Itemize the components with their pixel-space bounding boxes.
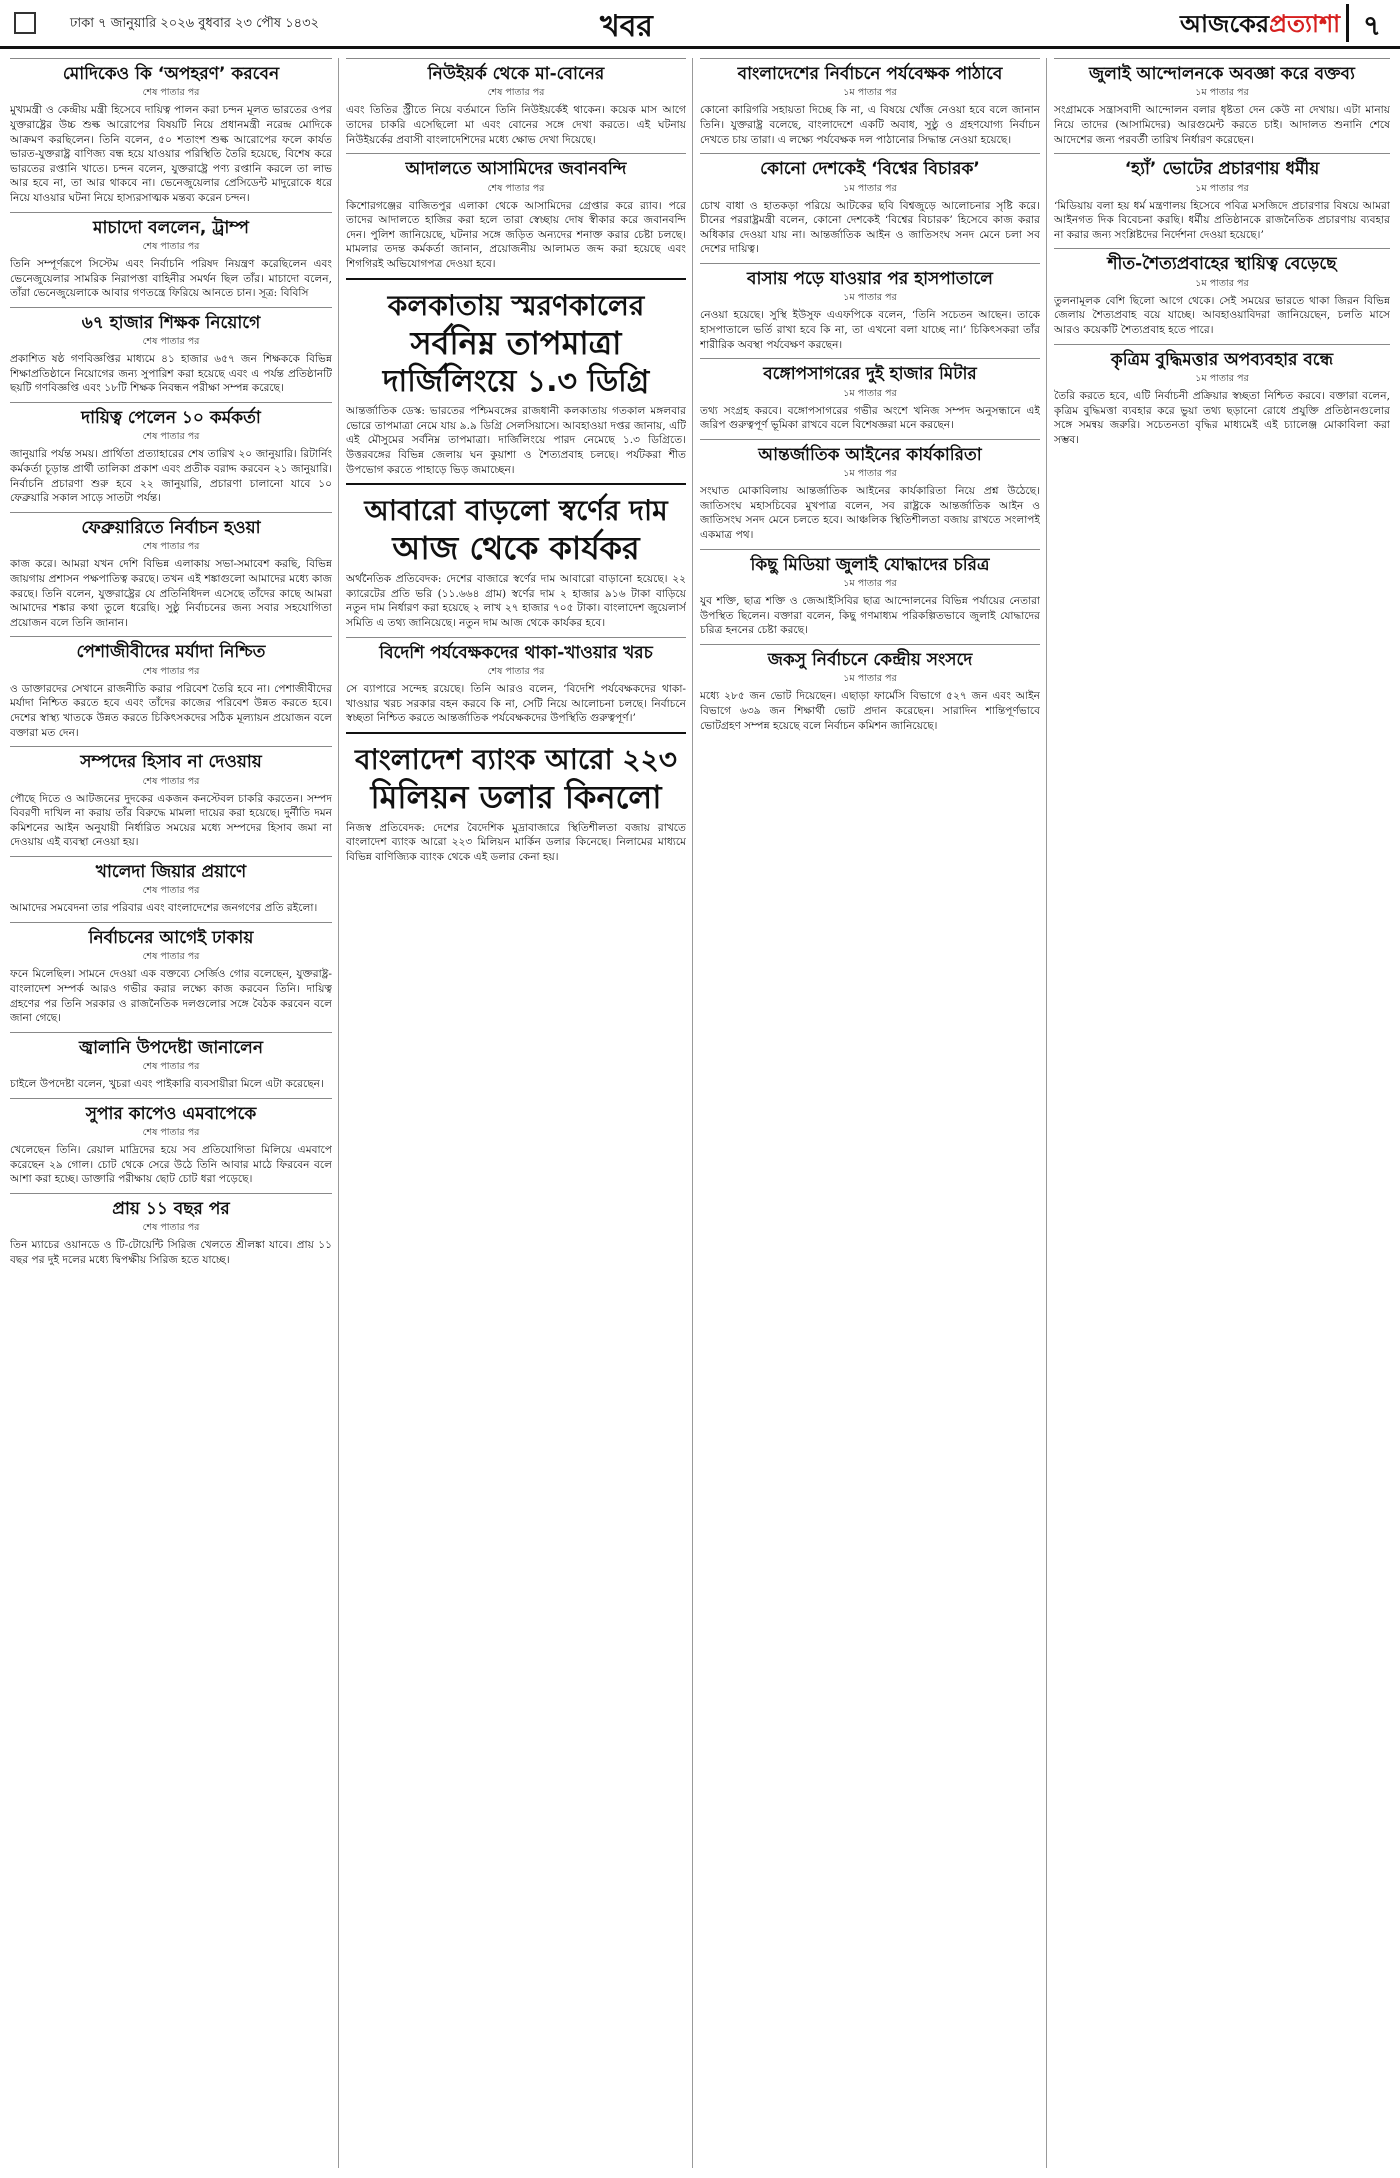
story-headline: সম্পদের হিসাব না দেওয়ায়: [10, 746, 332, 772]
news-story: [700, 358, 1040, 433]
news-story: [10, 402, 332, 506]
story-body: কিশোরগঞ্জের বাজিতপুর এলাকা থেকে আসামিদের গ্রেপ্তার করে র‌্যাব। পরে তাদের আদালতে হাজির করা হলে তারা স্বেচ্ছায় দোষ স্বীকার করে জবানবন্দি দেন। পুলিশ জানিয়েছে, ঘটনার সঙ্গে জড়িত অন্যদের শনাক্ত করার চেষ্টা চলছে। মামলার তদন্ত কর্মকর্তা জানান, প্রয়োজনীয় আলামত জব্দ করা হয়েছে এবং শিগগিরই অভিযোগপত্র দেওয়া হবে।: [346, 199, 686, 271]
continuation-note: ১ম পাতার পর: [843, 387, 897, 399]
news-story: [700, 549, 1040, 638]
continuation-note: শেষ পাতার পর: [142, 336, 200, 348]
news-story: [346, 637, 686, 726]
continuation-note: শেষ পাতার পর: [142, 431, 200, 443]
story-body: কাজ করে। আমরা যখন দেশি বিভিন্ন এলাকায় সভা-সমাবেশ করছি, বিভিন্ন জায়গায় প্রশাসন পক্ষপাতিত্ব করছে। তখন এই শঙ্কাগুলো আমাদের মধ্যে কাজ করছে। তিনি বলেন, যুক্তরাষ্ট্রের যে প্রতিনিধিদল এসেছে তাঁদের কাছে আমরা আমাদের শঙ্কার কথা তুলে ধরেছি। সুষ্ঠু নির্বাচনের জন্য সবার সহযোগিতা প্রয়োজন বলে তিনি জানান।: [10, 558, 332, 629]
story-headline: বাসায় পড়ে যাওয়ার পর হাসপাতালে: [700, 263, 1040, 289]
issue-date: ঢাকা ৭ জানুয়ারি ২০২৬ বুধবার ২৩ পৌষ ১৪৩২: [70, 16, 319, 31]
story-body: এবং তিতির স্ট্রীতে নিয়ে বর্তমানে তিনি নিউইয়র্কেই থাকেন। কয়েক মাস আগে তাদের চাকরি এসেছিলো মা এবং বোনের সঙ্গে দেখা করতে। এই ঘটনায় নিউইয়র্কের প্রবাসী বাংলাদেশিদের মধ্যে ক্ষোভ দেখা দিয়েছে।: [346, 104, 686, 146]
continuation-note: শেষ পাতার পর: [487, 666, 545, 678]
story-headline: বঙ্গোপসাগরের দুই হাজার মিটার: [700, 358, 1040, 384]
news-story: [1054, 153, 1390, 242]
news-story: [700, 153, 1040, 257]
story-body: পৌছে দিতে ও আটজনের দুদকের একজন কনস্টেবল চাকরি করতেন। সম্পদ বিবরণী দাখিল না করায় তাঁর বিরুদ্ধে মামলা দায়ের করা হয়েছে। দুর্নীতি দমন কমিশনের আইন অনুযায়ী নির্ধারিত সময়ের মধ্যে সম্পদের হিসাব জমা না দেওয়ায় এই ব্যবস্থা নেওয়া হয়।: [10, 792, 332, 849]
continuation-note: ১ম পাতার পর: [843, 673, 897, 685]
story-body: তিনি সম্পূর্ণরূপে সিস্টেম এবং নির্বাচনি পরিষদ নিয়ন্ত্রণ করেছিলেন এবং ভেনেজুয়েলার সামরিক নিরাপত্তা বাহিনীর সমর্থন ছিল তাঁর। মাচাদো বলেন, তাঁরা ভেনেজুয়েলাকে আবার গণতন্ত্রে ফিরিয়ে আনতে চান। সূত্র: বিবিসি: [10, 258, 332, 300]
news-story: [10, 212, 332, 301]
continuation-note: শেষ পাতার পর: [142, 1127, 200, 1139]
news-story: [346, 732, 686, 865]
feature-headline: [346, 278, 686, 401]
story-headline: নিউইয়র্ক থেকে মা-বোনের: [346, 58, 686, 84]
news-story: [346, 278, 686, 478]
continuation-note: শেষ পাতার পর: [142, 541, 200, 553]
story-headline: পেশাজীবীদের মর্যাদা নিশ্চিত: [10, 636, 332, 662]
story-headline: ফেব্রুয়ারিতে নির্বাচন হওয়া: [10, 512, 332, 538]
story-body: চাইলে উপদেষ্টা বলেন, খুচরা এবং পাইকারি ব্যবসায়ীরা মিলে এটা করেছেন।: [10, 1078, 324, 1091]
folio-mark-icon: [14, 12, 36, 34]
news-story: [346, 58, 686, 147]
continuation-note: শেষ পাতার পর: [142, 951, 200, 963]
story-body: যুব শক্তি, ছাত্র শক্তি ও জেআইসিবির ছাত্র আন্দোলনের বিভিন্ন পর্যায়ের নেতারা উপস্থিত ছিলেন। বক্তারা বলেন, কিছু গণমাধ্যম পরিকল্পিতভাবে জুলাই যোদ্ধাদের চরিত্র হননের চেষ্টা করছে।: [700, 595, 1040, 637]
column-4: [1054, 58, 1390, 2170]
continuation-note: ১ম পাতার পর: [843, 468, 897, 480]
news-story: [10, 1032, 332, 1092]
continuation-note: ১ম পাতার পর: [1195, 373, 1249, 385]
story-headline: ‘হ্যাঁ’ ভোটের প্রচারণায় ধর্মীয়: [1054, 153, 1390, 179]
column-3: [700, 58, 1040, 2170]
story-headline: জকসু নির্বাচনে কেন্দ্রীয় সংসদে: [700, 644, 1040, 670]
feature-headline-line: বাংলাদেশ ব্যাংক আরো ২২৩: [354, 742, 678, 776]
continuation-note: শেষ পাতার পর: [142, 1061, 200, 1073]
story-headline: কোনো দেশকেই ‘বিশ্বের বিচারক’: [700, 153, 1040, 179]
story-body: মধ্যে ২৮৫ জন ভোট দিয়েছেন। এছাড়া ফার্মেসি বিভাগে ৫২৭ জন এবং আইন বিভাগে ৬৩৯ জন শিক্ষার্থী ভোট প্রদান করেছেন। সারাদিন শান্তিপূর্ণভাবে ভোটগ্রহণ সম্পন্ন হয়েছে বলে নির্বাচন কমিশন জানিয়েছে।: [700, 690, 1040, 732]
column-divider: [692, 58, 693, 2168]
continuation-note: শেষ পাতার পর: [142, 87, 200, 99]
story-headline: শীত-শৈত্যপ্রবাহের স্থায়িত্ব বেড়েছে: [1054, 248, 1390, 274]
news-story: [10, 856, 332, 916]
story-headline: দায়িত্ব পেলেন ১০ কর্মকর্তা: [10, 402, 332, 428]
story-body: তৈরি করতে হবে, এটি নির্বাচনী প্রক্রিয়ার স্বচ্ছতা নিশ্চিত করবে। বক্তারা বলেন, কৃত্রিম বুদ্ধিমত্তা ব্যবহার করে ভুয়া তথ্য ছড়ানো রোধে প্রযুক্তি প্রতিষ্ঠানগুলোর সঙ্গে সমন্বয় জরুরি। সচেতনতা বৃদ্ধির মাধ্যমেই এই চ্যালেঞ্জ মোকাবিলা করা সম্ভব।: [1054, 390, 1390, 446]
story-body: সংগ্রামকে সন্ত্রাসবাদী আন্দোলন বলার ধৃষ্টতা দেন কেউ না দেখায়। এটা মানায় নিয়ে তাদের (আসামিদের) আরগুমেন্ট করতে চাই। আদালত শুনানি শেষে আদেশের জন্য পরবর্তী তারিখ নির্ধারণ করেছেন।: [1054, 104, 1390, 146]
news-story: [1054, 344, 1390, 448]
continuation-note: ১ম পাতার পর: [843, 578, 897, 590]
page-number: ৭: [1346, 4, 1395, 42]
story-body: নিজস্ব প্রতিবেদক: দেশের বৈদেশিক মুদ্রাবাজারে স্থিতিশীলতা বজায় রাখতে বাংলাদেশ ব্যাংক আরো ২২৩ মিলিয়ন মার্কিন ডলার কিনেছে। নিলামের মাধ্যমে বিভিন্ন বাণিজ্যিক ব্যাংক থেকে এই ডলার কেনা হয়।: [346, 821, 686, 864]
feature-headline-line: আজ থেকে কার্যকর: [392, 529, 640, 568]
news-story: [1054, 58, 1390, 147]
continuation-note: শেষ পাতার পর: [487, 87, 545, 99]
story-body: ও ডাক্তারদের সেখানে রাজনীতি করার পরিবেশ তৈরি হবে না। পেশাজীবীদের মর্যাদা নিশ্চিত করতে হবে এবং তাঁদের কাজের পরিবেশ উন্নত করতে হবে। দেশের স্বাস্থ্য খাতকে উন্নত করতে চিকিৎসকদের সঠিক মূল্যায়ন প্রয়োজন বলে বক্তারা মত দেন।: [10, 682, 332, 739]
story-headline: প্রায় ১১ বছর পর: [10, 1193, 332, 1219]
story-body: নেওয়া হয়েছে। সুস্থি ইউসুফ এএফপিকে বলেন, ‘তিনি সচেতন আছেন। তাকে হাসপাতালে ভর্তি রাখা হবে কি না, তা এখনো বলা যাচ্ছে না।’ চিকিৎসকরা তাঁর শারীরিক অবস্থা পর্যবেক্ষণ করছেন।: [700, 309, 1040, 351]
news-story: [700, 58, 1040, 147]
feature-headline: [346, 483, 686, 568]
logo-part-1: আজকের: [1180, 10, 1270, 38]
continuation-note: ১ম পাতার পর: [843, 292, 897, 304]
news-story: [10, 58, 332, 206]
news-story: [346, 153, 686, 271]
logo-part-2: প্রত্যাশা: [1269, 10, 1341, 38]
story-headline: আন্তর্জাতিক আইনের কার্যকারিতা: [700, 439, 1040, 465]
continuation-note: শেষ পাতার পর: [142, 241, 200, 253]
story-headline: মোদিকেও কি ‘অপহরণ’ করবেন: [10, 58, 332, 84]
continuation-note: ১ম পাতার পর: [843, 182, 897, 194]
continuation-note: শেষ পাতার পর: [142, 665, 200, 677]
news-story: [10, 1098, 332, 1187]
news-story: [700, 439, 1040, 543]
news-story: [700, 644, 1040, 733]
story-headline: বাংলাদেশের নির্বাচনে পর্যবেক্ষক পাঠাবে: [700, 58, 1040, 84]
continuation-note: ১ম পাতার পর: [1195, 87, 1249, 99]
continuation-note: শেষ পাতার পর: [142, 885, 200, 897]
feature-headline-line: আবারো বাড়লো স্বর্ণের দাম: [364, 494, 668, 528]
column-divider: [1046, 58, 1047, 2168]
column-1: [10, 58, 332, 2170]
news-story: [10, 922, 332, 1026]
story-body: সংঘাত মোকাবিলায় আন্তর্জাতিক আইনের কার্যকারিতা নিয়ে প্রশ্ন উঠেছে। জাতিসংঘ মহাসচিবের মুখপাত্র বলেন, সব রাষ্ট্রকে আন্তর্জাতিক আইন ও জাতিসংঘ সনদ মেনে চলতে হবে। আঞ্চলিক স্থিতিশীলতা বজায় রাখতে সংলাপই একমাত্র পথ।: [700, 485, 1040, 542]
story-headline: কৃত্রিম বুদ্ধিমত্তার অপব্যবহার বন্ধে: [1054, 344, 1390, 370]
story-body: অর্থনৈতিক প্রতিবেদক: দেশের বাজারে স্বর্ণের দাম আবারো বাড়ানো হয়েছে। ২২ ক্যারেটের প্রতি ভরি (১১.৬৬৪ গ্রাম) স্বর্ণের দাম ২ হাজার ৯১৬ টাকা বাড়িয়ে নতুন দাম নির্ধারণ করা হয়েছে ২ লাখ ২৭ হাজার ৭০৫ টাকা। বাংলাদেশ জুয়েলার্স সমিতি এ তথ্য জানিয়েছে। নতুন দাম আজ থেকে কার্যকর হবে।: [346, 573, 686, 630]
story-body: চোখ বাধা ও হাতকড়া পরিয়ে আটকের ছবি বিশ্বজুড়ে আলোচনার সৃষ্টি করে। চীনের পররাষ্ট্রমন্ত্রী বলেন, কোনো দেশকেই ‘বিশ্বের বিচারক’ হিসেবে কাজ করার অধিকার দেওয়া যায় না। আন্তর্জাতিক আইন ও জাতিসংঘ সনদ মেনে চলা সব দেশের দায়িত্ব।: [700, 199, 1040, 256]
story-headline: নির্বাচনের আগেই ঢাকায়: [10, 922, 332, 948]
story-body: আন্তর্জাতিক ডেস্ক: ভারতের পশ্চিমবঙ্গের রাজধানী কলকাতায় গতকাল মঙ্গলবার ভোরে তাপমাত্রা নেমে যায় ৯.৯ ডিগ্রি সেলসিয়াসে। আবহাওয়া দপ্তর জানায়, এটি এই মৌসুমের সর্বনিম্ন তাপমাত্রা। দার্জিলিংয়ে পারদ নেমেছে ১.৩ ডিগ্রিতে। উত্তরবঙ্গের বিভিন্ন জেলায় ঘন কুয়াশা ও শৈত্যপ্রবাহ চলছে। পর্যটকরা শীত উপভোগ করতে পাহাড়ে ভিড় জমাচ্ছেন।: [346, 405, 686, 476]
feature-headline-line: দার্জিলিংয়ে ১.৩ ডিগ্রি: [382, 363, 650, 399]
continuation-note: ১ম পাতার পর: [843, 87, 897, 99]
news-story: [10, 1193, 332, 1268]
story-body: ফনে মিলেছিল। সামনে দেওয়া এক বক্তব্যে সের্জিও গোর বলেছেন, যুক্তরাষ্ট্র-বাংলাদেশ সম্পর্ক আরও গভীর করার লক্ষ্যে কাজ করবেন তিনি। দায়িত্ব গ্রহণের পর তিনি সরকার ও রাজনৈতিক দলগুলোর সঙ্গে বৈঠক করবেন বলে জানা গেছে।: [10, 968, 332, 1025]
feature-headline-line: সর্বনিম্ন তাপমাত্রা: [410, 323, 622, 362]
story-body: তিন ম্যাচের ওয়ানডে ও টি-টোয়েন্টি সিরিজ খেলতে শ্রীলঙ্কা যাবে। প্রায় ১১ বছর পর দুই দলের মধ্যে দ্বিপক্ষীয় সিরিজ হতে যাচ্ছে।: [10, 1239, 332, 1267]
column-2: [346, 58, 686, 2170]
story-body: তুলনামূলক বেশি ছিলো আগে থেকে। সেই সময়ের ভারতে থাকা জিরন বিভিন্ন জেলায় শৈত্যপ্রবাহ বয়ে যাচ্ছে। আবহাওয়াবিদরা জানিয়েছেন, চলতি মাসে আরও কয়েকটি শৈত্যপ্রবাহ হতে পারে।: [1054, 294, 1390, 337]
feature-headline-line: মিলিয়ন ডলার কিনলো: [370, 777, 662, 816]
feature-headline-line: কলকাতায় স্মরণকালের: [387, 288, 645, 322]
continuation-note: শেষ পাতার পর: [142, 1222, 200, 1234]
newspaper-logo: [1180, 6, 1340, 46]
story-body: তথ্য সংগ্রহ করবে। বঙ্গোপসাগরের গভীর অংশে খনিজ সম্পদ অনুসন্ধানে এই জরিপ গুরুত্বপূর্ণ ভূমিকা রাখবে বলে বিশেষজ্ঞরা মনে করছেন।: [700, 404, 1040, 432]
story-body: জানুয়ারি পর্যন্ত সময়। প্রার্থিতা প্রত্যাহারের শেষ তারিখ ২০ জানুয়ারি। রিটার্নিং কর্মকর্তা চূড়ান্ত প্রার্থী তালিকা প্রকাশ এবং প্রতীক বরাদ্দ করবেন ২১ জানুয়ারি। নির্বাচনি প্রচারণা শুরু হবে ২২ জানুয়ারি, প্রচারণা চালানো যাবে ১০ ফেব্রুয়ারি সকাল সাড়ে সাতটা পর্যন্ত।: [10, 448, 332, 505]
continuation-note: ১ম পাতার পর: [1195, 277, 1249, 289]
story-headline: আদালতে আসামিদের জবানবন্দি: [346, 153, 686, 179]
continuation-note: শেষ পাতার পর: [142, 775, 200, 787]
news-story: [10, 512, 332, 630]
news-story: [10, 307, 332, 396]
continuation-note: শেষ পাতার পর: [487, 182, 545, 194]
column-divider: [338, 58, 339, 2168]
story-headline: বিদেশি পর্যবেক্ষকদের থাকা-খাওয়ার খরচ: [346, 637, 686, 663]
news-story: [1054, 248, 1390, 337]
news-story: [700, 263, 1040, 352]
section-title: খবর: [600, 9, 653, 44]
story-body: আমাদের সমবেদনা তার পরিবার এবং বাংলাদেশের জনগণের প্রতি রইলো।: [10, 902, 318, 915]
feature-headline: [346, 732, 686, 817]
news-story: [10, 746, 332, 850]
news-story: [346, 483, 686, 630]
story-headline: জ্বালানি উপদেষ্টা জানালেন: [10, 1032, 332, 1058]
story-body: সে ব্যাপারে সন্দেহ রয়েছে। তিনি আরও বলেন, ‘বিদেশি পর্যবেক্ষকদের থাকা-খাওয়ার খরচ সরকার বহন করবে কি না, সেটি নিয়ে আলোচনা চলছে। নির্বাচনে স্বচ্ছতা নিশ্চিত করতে আন্তর্জাতিক পর্যবেক্ষকদের উপস্থিতি গুরুত্বপূর্ণ।’: [346, 683, 686, 725]
story-headline: মাচাদো বললেন, ট্রাম্প: [10, 212, 332, 238]
story-body: ‘মিডিয়ায় বলা হয় ধর্ম মন্ত্রণালয় হিসেবে পবিত্র মসজিদে প্রচারণার বিষয়ে আমরা আইনগত দিক বিবেচনা করছি। ধর্মীয় প্রতিষ্ঠানকে রাজনৈতিক প্রচারণায় ব্যবহার না করার জন্য সংশ্লিষ্টদের নির্দেশনা দেওয়া হয়েছে।’: [1054, 199, 1390, 241]
story-headline: খালেদা জিয়ার প্রয়াণে: [10, 856, 332, 882]
story-headline: সুপার কাপেও এমবাপেকে: [10, 1098, 332, 1124]
story-body: কোনো কারিগরি সহায়তা দিচ্ছে কি না, এ বিষয়ে খোঁজ নেওয়া হবে বলে জানান তিনি। যুক্তরাষ্ট্র বলেছে, বাংলাদেশে একটি অবাধ, সুষ্ঠু ও গ্রহণযোগ্য নির্বাচন দেখতে চায় তারা। এ লক্ষ্যে পর্যবেক্ষক দল পাঠানোর সিদ্ধান্ত নেওয়া হয়েছে।: [700, 104, 1040, 146]
story-body: মুখ্যমন্ত্রী ও কেন্দ্রীয় মন্ত্রী হিসেবে দায়িত্ব পালন করা চন্দন মূলত ভারতের ওপর যুক্তরাষ্ট্রের উচ্চ শুল্ক আরোপের বিষয়টি নিয়ে প্রধানমন্ত্রী নরেন্দ্র মোদিকে আক্রমণ করছিলেন। তিনি বলেন, ৫০ শতাংশ শুল্ক আরোপের ফলে কার্যত ভারত-যুক্তরাষ্ট্র বাণিজ্য বন্ধ হয়ে যাওয়ার পরিস্থিতি তৈরি হয়েছে, বিশেষ করে ভারতের রপ্তানি খাতে। চন্দন বলেন, যুক্তরাষ্ট্রে পণ্য রপ্তানি করলে তা লাভ আর হবে না, তা আর থাকবে না। ভেনেজুয়েলার প্রেসিডেন্ট মাদুরোকে ধরে নিয়ে যাওয়ার ঘটনা নিয়ে হাস্যরসাত্মক মন্তব্য করেন চন্দন।: [10, 104, 332, 205]
story-headline: কিছু মিডিয়া জুলাই যোদ্ধাদের চরিত্র: [700, 549, 1040, 575]
story-headline: ৬৭ হাজার শিক্ষক নিয়োগে: [10, 307, 332, 333]
story-body: খেলেছেন তিনি। রেয়াল মাদ্রিদের হয়ে সব প্রতিযোগিতা মিলিয়ে এমবাপে করেছেন ২৯ গোল। চোট থেকে সেরে উঠে তিনি আবার মাঠে ফিরবেন বলে আশা করা হচ্ছে। ডাক্তারি পরীক্ষায় ছোট চোট ধরা পড়েছে।: [10, 1144, 332, 1186]
continuation-note: ১ম পাতার পর: [1195, 182, 1249, 194]
story-headline: জুলাই আন্দোলনকে অবজ্ঞা করে বক্তব্য: [1054, 58, 1390, 84]
news-story: [10, 636, 332, 740]
story-body: প্রকাশিত ষষ্ঠ গণবিজ্ঞপ্তির মাধ্যমে ৪১ হাজার ৬৫৭ জন শিক্ষককে বিভিন্ন শিক্ষাপ্রতিষ্ঠানে নিয়োগের জন্য সুপারিশ করা হয়েছে এবং এ পর্যন্ত প্রতিষ্ঠানটি ছয়টি গণবিজ্ঞপ্তি এবং ১৮টি শিক্ষক নিবন্ধন পরীক্ষা সম্পন্ন করেছে।: [10, 353, 332, 395]
page-header: [0, 0, 1400, 49]
